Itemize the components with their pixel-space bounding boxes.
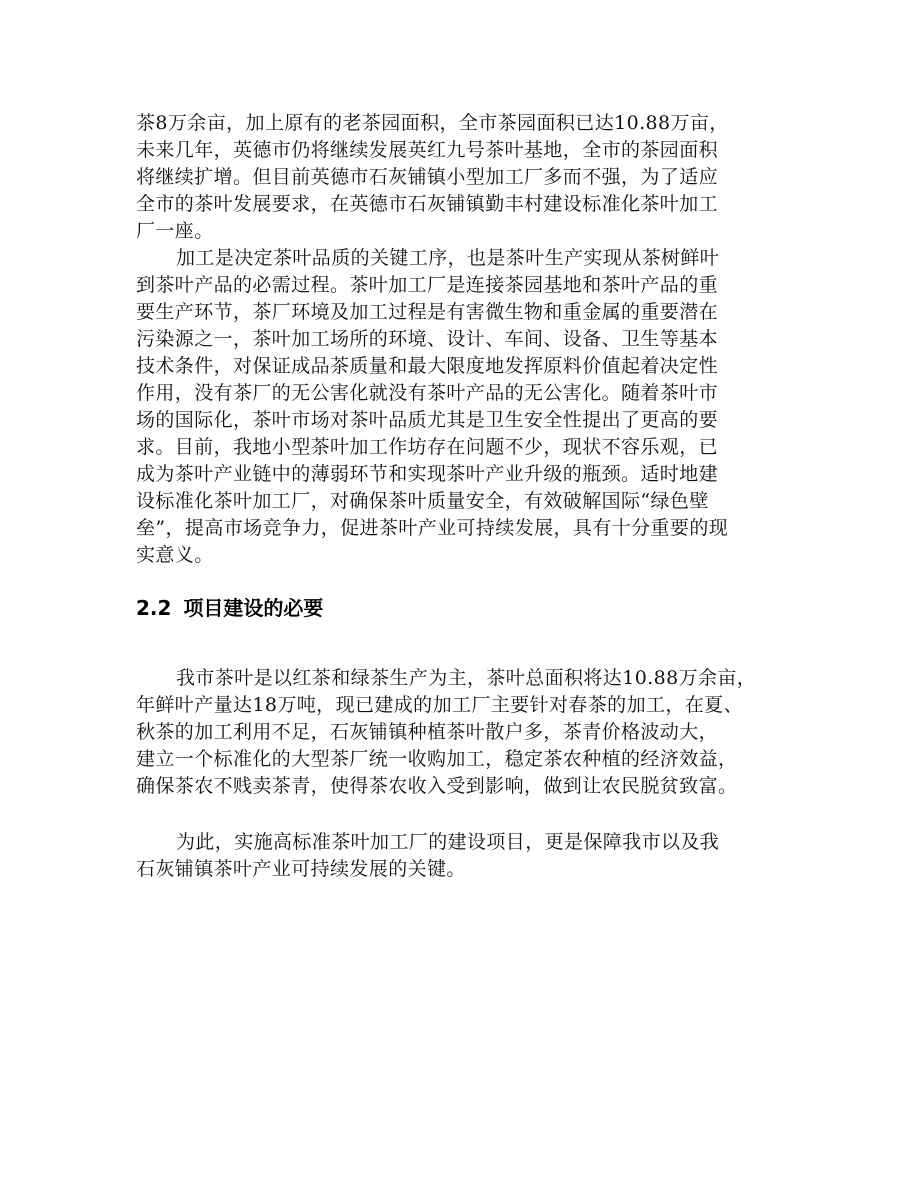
paragraph-line: 我市茶叶是以红茶和绿茶生产为主，茶叶总面积将达10.88万余亩， xyxy=(176,667,757,689)
paragraph-line: 技术条件，对保证成品茶质量和最大限度地发挥原料价值起着决定性 xyxy=(136,355,719,377)
paragraph-line: 茶8万余亩，加上原有的老茶园面积，全市茶园面积已达10.88万亩， xyxy=(136,112,729,134)
paragraph-line: 场的国际化，茶叶市场对茶叶品质尤其是卫生安全性提出了更高的要 xyxy=(136,409,719,431)
paragraph-line: 设标准化茶叶加工厂，对确保茶叶质量安全，有效破解国际“绿色壁 xyxy=(136,490,709,512)
paragraph-line: 作用，没有茶厂的无公害化就没有茶叶产品的无公害化。随着茶叶市 xyxy=(136,382,719,404)
paragraph-line: 到茶叶产品的必需过程。茶叶加工厂是连接茶园基地和茶叶产品的重 xyxy=(136,274,719,296)
paragraph-line: 污染源之一，茶叶加工场所的环境、设计、车间、设备、卫生等基本 xyxy=(136,328,719,350)
paragraph-line: 年鲜叶产量达18万吨，现已建成的加工厂主要针对春茶的加工，在夏、 xyxy=(136,694,743,716)
section-number: 2.2 xyxy=(136,596,172,620)
paragraph-line: 石灰铺镇茶叶产业可持续发展的关键。 xyxy=(136,858,466,880)
paragraph-line: 垒”，提高市场竞争力，促进茶叶产业可持续发展，具有十分重要的现 xyxy=(136,517,729,539)
paragraph-line: 全市的茶叶发展要求，在英德市石灰铺镇勤丰村建设标准化茶叶加工 xyxy=(136,193,719,215)
paragraph-line: 实意义。 xyxy=(136,544,214,566)
section-title: 项目建设的必要 xyxy=(183,596,324,620)
paragraph-line: 确保茶农不贱卖茶青，使得茶农收入受到影响，做到让农民脱贫致富。 xyxy=(136,775,738,797)
paragraph-line: 求。目前，我地小型茶叶加工作坊存在问题不少，现状不容乐观，已 xyxy=(136,436,719,458)
section-heading xyxy=(136,592,323,621)
paragraph-line: 成为茶叶产业链中的薄弱环节和实现茶叶产业升级的瓶颈。适时地建 xyxy=(136,463,719,485)
paragraph-line: 建立一个标准化的大型茶厂统一收购加工，稳定茶农种植的经济效益， xyxy=(136,748,738,770)
paragraph-line: 厂一座。 xyxy=(136,220,214,242)
paragraph-line: 加工是决定茶叶品质的关键工序，也是茶叶生产实现从茶树鲜叶 xyxy=(176,247,720,269)
paragraph-line: 将继续扩增。但目前英德市石灰铺镇小型加工厂多而不强，为了适应 xyxy=(136,166,719,188)
paragraph-line: 秋茶的加工利用不足，石灰铺镇种植茶叶散户多，茶青价格波动大， xyxy=(136,721,719,743)
paragraph-line: 要生产环节，茶厂环境及加工过程是有害微生物和重金属的重要潜在 xyxy=(136,301,719,323)
paragraph-line: 未来几年，英德市仍将继续发展英红九号茶叶基地，全市的茶园面积 xyxy=(136,139,719,161)
paragraph-line: 为此，实施高标准茶叶加工厂的建设项目，更是保障我市以及我 xyxy=(176,831,720,853)
